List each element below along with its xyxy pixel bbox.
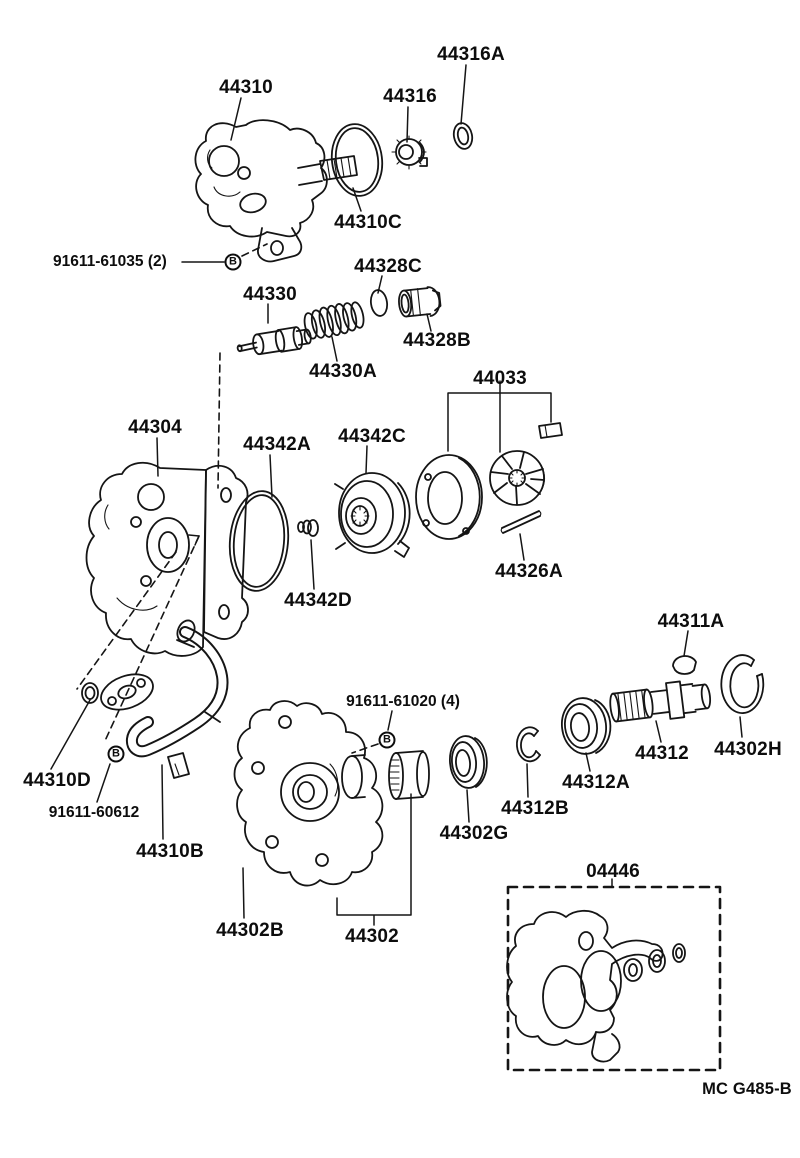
part-label-44304: 44304	[128, 417, 182, 438]
part-label-44310D: 44310D	[23, 770, 91, 791]
plug-44342D-drawing	[298, 520, 318, 536]
union-44310D-drawing	[82, 668, 158, 717]
part-label-44330: 44330	[243, 284, 297, 305]
key-44311A-drawing	[673, 656, 696, 674]
part-label-44342A: 44342A	[243, 434, 311, 455]
part-label-91611-60612: 91611-60612	[48, 804, 140, 821]
part-label-44316A: 44316A	[437, 44, 505, 65]
vane-rotor-44033-drawing	[490, 451, 545, 505]
part-label-44328B: 44328B	[403, 330, 471, 351]
gasket-kit-04446-drawing	[507, 911, 685, 1062]
part-label-44328C: 44328C	[354, 256, 422, 277]
part-label-44312B: 44312B	[501, 798, 569, 819]
part-label-44310C: 44310C	[334, 212, 402, 233]
bolt-marker-b-middle: B	[379, 732, 396, 749]
spring-44330A-drawing	[302, 299, 366, 342]
bearing-44302G-drawing	[448, 735, 487, 790]
part-label-44312: 44312	[635, 743, 689, 764]
part-label-44302B: 44302B	[216, 920, 284, 941]
bushing-44316-drawing	[392, 136, 427, 169]
drawing-code: MC G485-B	[702, 1080, 792, 1098]
part-label-44326A: 44326A	[495, 561, 563, 582]
part-label-44302G: 44302G	[439, 823, 509, 844]
part-label-44312A: 44312A	[562, 772, 630, 793]
part-label-44342D: 44342D	[284, 590, 352, 611]
part-label-44330A: 44330A	[309, 361, 377, 382]
bolt-marker-b-lower: B	[108, 746, 125, 763]
part-label-44310B: 44310B	[136, 841, 204, 862]
roller-bearing-44302-drawing	[389, 751, 429, 799]
part-label-44311A: 44311A	[657, 611, 725, 632]
part-label-44310: 44310	[219, 77, 273, 98]
part-label-44302H: 44302H	[714, 739, 782, 760]
bearing-44312A-drawing	[559, 696, 611, 757]
rotor-44342C-drawing	[335, 473, 410, 557]
oring-44342A-drawing	[226, 489, 292, 594]
part-label-91611-61035: 91611-61035 (2)	[53, 253, 167, 270]
plug-44328B-drawing	[398, 286, 442, 319]
part-label-44316: 44316	[383, 86, 437, 107]
gasket-kit-dashed-box	[508, 887, 720, 1070]
part-label-44033: 44033	[473, 368, 527, 389]
bolt-marker-b-top: B	[225, 254, 242, 271]
part-label-44302: 44302	[345, 926, 399, 947]
oring-44328C-drawing	[369, 289, 388, 317]
vane-plate-44033-drawing	[539, 423, 562, 438]
rear-housing-44302-drawing	[235, 701, 383, 885]
pin-44326A-drawing	[501, 511, 541, 533]
part-label-04446: 04446	[586, 861, 640, 882]
washer-44316A-drawing	[451, 121, 474, 150]
part-label-44342C: 44342C	[338, 426, 406, 447]
oring-44310C-drawing	[328, 121, 386, 199]
valve-44330-drawing	[236, 325, 313, 358]
cam-ring-44033-drawing	[416, 455, 482, 539]
shaft-44312-drawing	[608, 678, 712, 726]
leader-lines	[48, 65, 742, 925]
front-housing-44304-drawing	[87, 463, 249, 656]
part-label-91611-61020: 91611-61020 (4)	[346, 693, 460, 710]
clip-44312B-drawing	[517, 727, 540, 761]
snap-ring-44302H-drawing	[721, 655, 763, 713]
tube-44310B-drawing	[132, 618, 223, 778]
pump-44310-drawing	[195, 120, 357, 261]
